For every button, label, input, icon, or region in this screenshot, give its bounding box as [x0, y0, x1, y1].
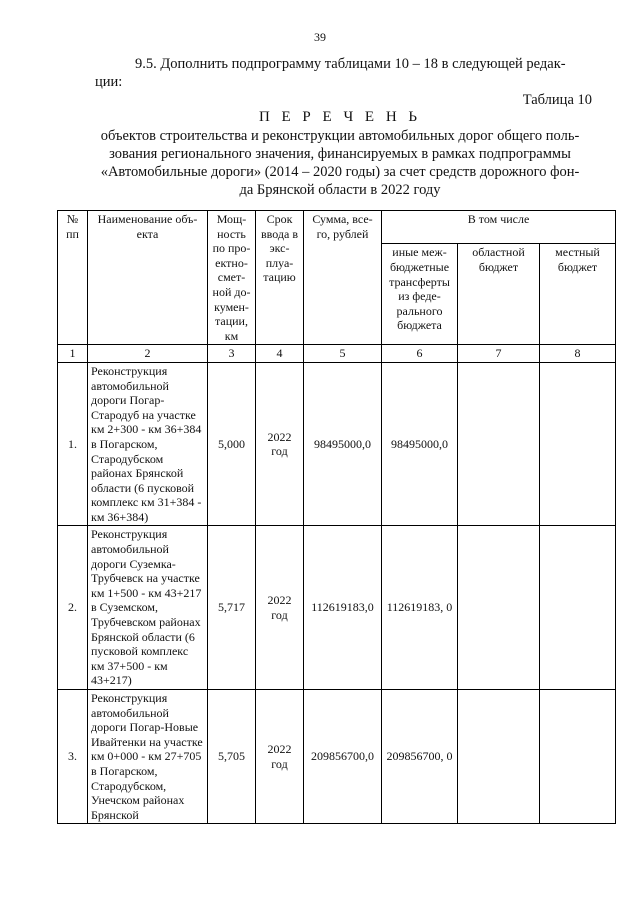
- header-federal: иные меж- бюджетные трансферты из феде- рального бюджета: [382, 244, 458, 345]
- column-number: 2: [88, 345, 208, 363]
- column-number: 5: [304, 345, 382, 363]
- row-federal: 98495000,0: [382, 362, 458, 526]
- row-total: 98495000,0: [304, 362, 382, 526]
- row-num: 2.: [58, 526, 88, 690]
- column-number: 6: [382, 345, 458, 363]
- row-num: 3.: [58, 690, 88, 824]
- row-regional: [458, 526, 540, 690]
- row-year: 2022 год: [256, 690, 304, 824]
- heading-line-4: да Брянской области в 2022 году: [239, 182, 441, 198]
- row-regional: [458, 362, 540, 526]
- heading-line-1: объектов строительства и реконструкции автомобильных дорог общего поль-: [100, 128, 580, 144]
- column-number: 3: [208, 345, 256, 363]
- header-row-top: [58, 211, 616, 244]
- row-object-name: Реконструкция автомобильной дороги Погар-Стародуб на участке км 2+300 - км 36+384 в Погарском, Стародубском районах Брянской области (6 пусковой комплекс км 31+384 - км 36+384): [88, 362, 208, 526]
- intro-line-2: ции:: [95, 74, 123, 90]
- row-year: 2022 год: [256, 526, 304, 690]
- header-commission-year: Срок ввода в экс- плуа- тацию: [256, 211, 304, 345]
- row-object-name: Реконструкция автомобильной дороги Суземка-Трубчевск на участке км 1+500 - км 43+217 в Суземском, Трубчевском районах Брянской области (6 пусковой комплекс км 37+500 - км 43+217): [88, 526, 208, 690]
- row-capacity: 5,717: [208, 526, 256, 690]
- page-number: 39: [314, 30, 326, 44]
- document-heading: [92, 108, 588, 199]
- row-local: [540, 690, 616, 824]
- column-number: 4: [256, 345, 304, 363]
- row-federal: 112619183, 0: [382, 526, 458, 690]
- header-name: Наименование объ- екта: [88, 211, 208, 345]
- heading-line-2: зования регионального значения, финансируемых в рамках подпрограммы: [109, 146, 571, 162]
- table-label: Таблица 10: [522, 92, 592, 108]
- header-capacity: Мощ- ность по про- ектно- смет- ной до- кумен- тации, км: [208, 211, 256, 345]
- column-number: 1: [58, 345, 88, 363]
- header-local: местный бюджет: [540, 244, 616, 345]
- row-local: [540, 362, 616, 526]
- table-row: [58, 690, 616, 824]
- row-total: 112619183,0: [304, 526, 382, 690]
- column-number-row: [58, 345, 616, 363]
- heading-title: П Е Р Е Ч Е Н Ь: [258, 109, 422, 125]
- row-object-name: Реконструкция автомобильной дороги Погар-Новые Ивайтенки на участке км 0+000 - км 27+705 в Погарском, Стародубском, Унечском районах Брянской: [88, 690, 208, 824]
- column-number: 8: [540, 345, 616, 363]
- column-number: 7: [458, 345, 540, 363]
- table-row: [58, 362, 616, 526]
- row-capacity: 5,705: [208, 690, 256, 824]
- intro-paragraph: [95, 55, 585, 91]
- row-year: 2022 год: [256, 362, 304, 526]
- row-local: [540, 526, 616, 690]
- header-regional: областной бюджет: [458, 244, 540, 345]
- table-row: [58, 526, 616, 690]
- header-total: Сумма, все- го, рублей: [304, 211, 382, 345]
- objects-table: [57, 210, 616, 824]
- heading-line-3: «Автомобильные дороги» (2014 – 2020 годы) за счет средств дорожного фон-: [100, 164, 580, 180]
- row-total: 209856700,0: [304, 690, 382, 824]
- header-including: В том числе: [382, 211, 616, 244]
- row-federal: 209856700, 0: [382, 690, 458, 824]
- row-regional: [458, 690, 540, 824]
- row-capacity: 5,000: [208, 362, 256, 526]
- row-num: 1.: [58, 362, 88, 526]
- header-num: № пп: [58, 211, 88, 345]
- intro-line-1: 9.5. Дополнить подпрограмму таблицами 10 – 18 в следующей редак-: [135, 56, 566, 72]
